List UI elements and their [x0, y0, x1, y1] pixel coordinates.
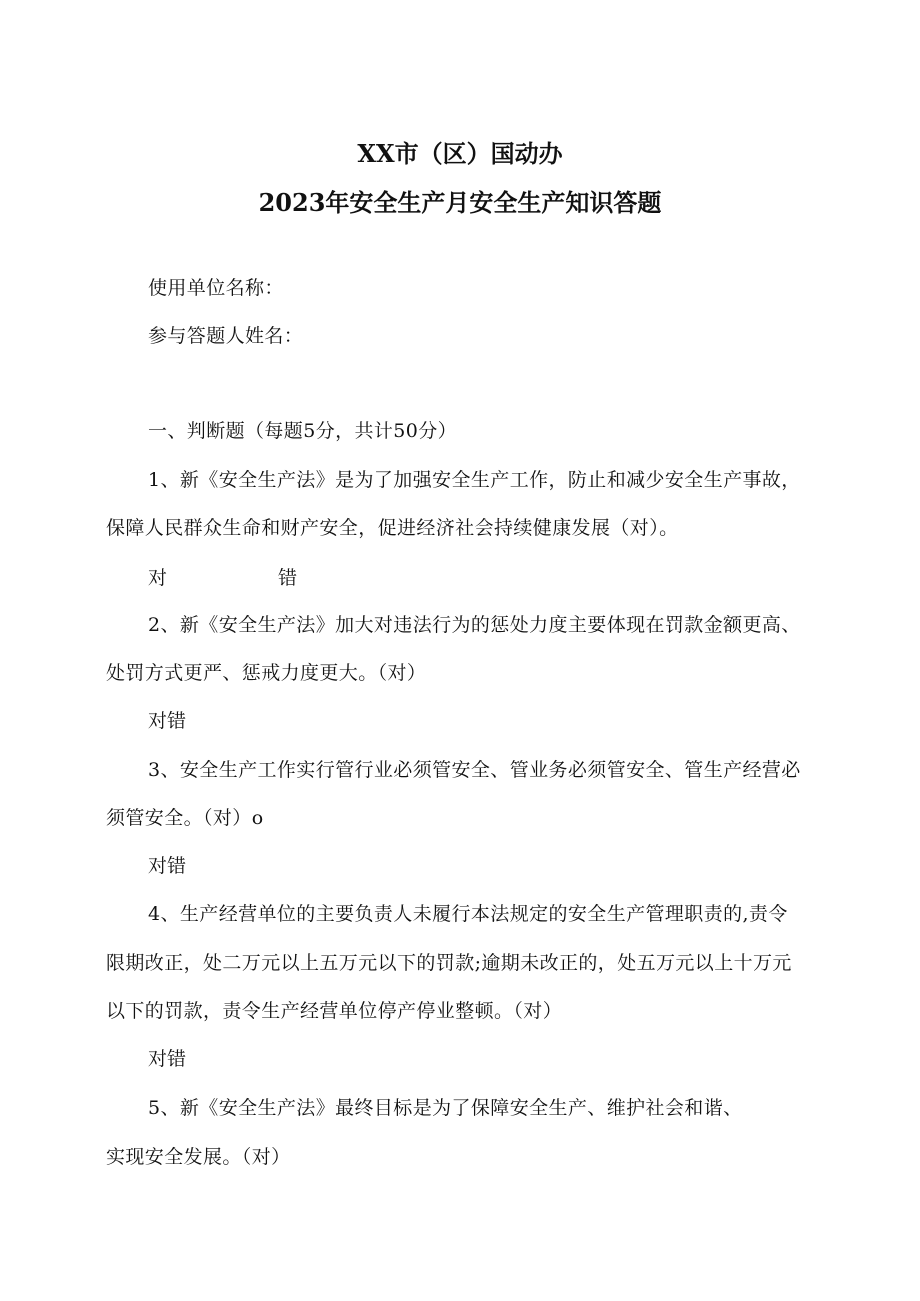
question-5-line1: 5、新《安全生产法》最终目标是为了保障安全生产、维护社会和谐、	[148, 1097, 743, 1119]
question-3-options: 对错	[148, 855, 187, 877]
question-1-line2: 保障人民群众生命和财产安全，促进经济社会持续健康发展（对）。	[106, 517, 679, 539]
question-1-option-true: 对	[148, 567, 168, 589]
question-4-line3: 以下的罚款，责令生产经营单位停产停业整顿。（对）	[106, 1000, 563, 1022]
participant-name-label: 参与答题人姓名：	[148, 325, 304, 347]
question-1-option-false: 错	[278, 567, 298, 589]
question-2-options: 对错	[148, 710, 187, 732]
question-3-line2: 须管安全。（对）o	[106, 807, 264, 829]
question-2-line1: 2、新《安全生产法》加大对违法行为的惩处力度主要体现在罚款金额更高、	[148, 614, 801, 636]
question-4-line2: 限期改正，处二万元以上五万元以下的罚款;逾期未改正的，处五万元以上十万元	[106, 952, 792, 974]
unit-name-label: 使用单位名称：	[148, 277, 284, 299]
question-5-line2: 实现安全发展。（对）	[106, 1146, 291, 1168]
question-4-options: 对错	[148, 1048, 187, 1070]
question-1-line1: 1、新《安全生产法》是为了加强安全生产工作，防止和减少安全生产事故，	[148, 469, 801, 491]
question-3-line1: 3、安全生产工作实行管行业必须管安全、管业务必须管安全、管生产经营必	[148, 759, 801, 781]
question-4-line1: 4、生产经营单位的主要负责人未履行本法规定的安全生产管理职责的,责令	[148, 903, 788, 925]
question-2-line2: 处罚方式更严、惩戒力度更大。（对）	[106, 662, 427, 684]
document-title-line2: 2023年安全生产月安全生产知识答题	[258, 188, 662, 217]
document-title-line1: XX市（区）国动办	[357, 139, 563, 168]
section-heading: 一、判断题（每题5分，共计50分）	[148, 420, 458, 442]
